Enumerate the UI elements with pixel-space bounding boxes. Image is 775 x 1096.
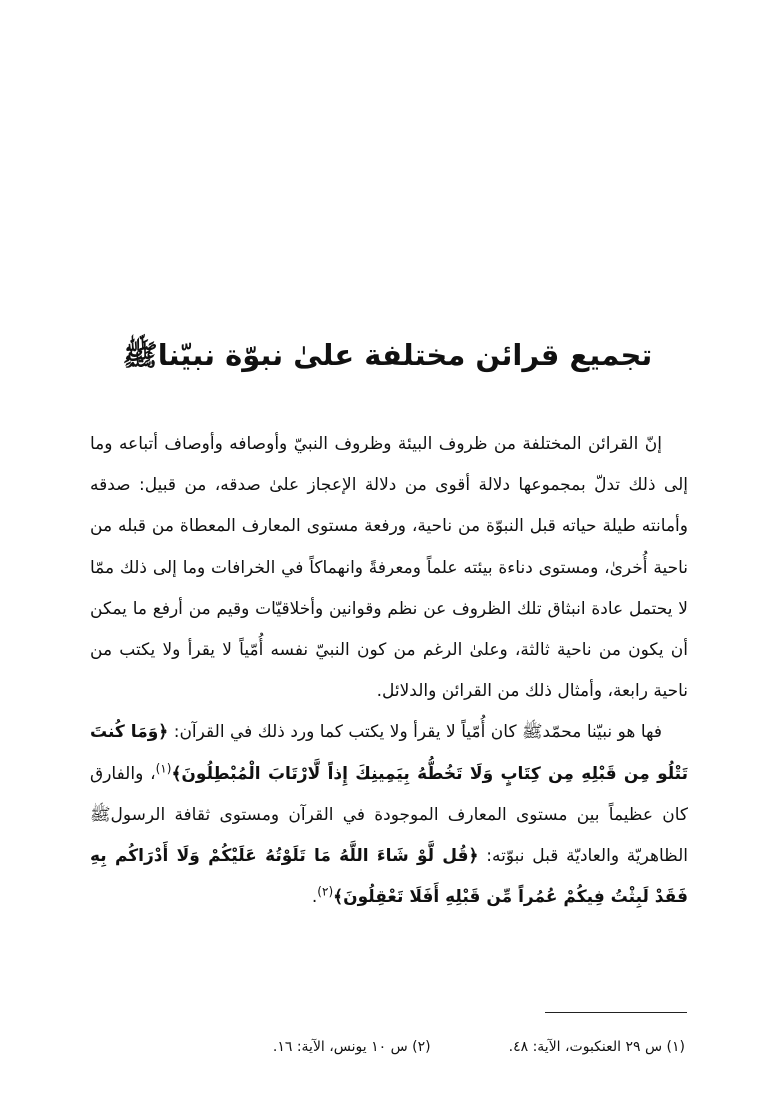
quran-verse-1: ﴿وَمَا كُنتَ تَتْلُو مِن قَبْلِهِ مِن كِتَابٍ وَلَا تَخُطُّهُ بِيَمِينِكَ إِذاً لَّارْتَابَ الْمُبْطِلُونَ﴾ [90, 722, 688, 784]
paragraph-2-intro: فها هو نبيّنا محمّدﷺ كان أُمّياً لا يقرأ ولا يكتب كما ورد ذلك في القرآن: [173, 722, 662, 743]
footnote-divider [545, 1012, 687, 1013]
page-title: تجميع قرائن مختلفة علىٰ نبوّة نبيّناﷺ [122, 338, 653, 372]
footnote-2: (٢) س ١٠ يونس، الآية: ١٦. [272, 1039, 431, 1055]
footnotes [150, 1035, 685, 1059]
paragraph-1: إنّ القرائن المختلفة من ظروف البيئة وظروف النبيّ وأوصافه وأوصاف أتباعه وما إلى ذلك تدلّ بمجموعها دلالة أقوى من دلالة الإعجاز علىٰ صدقه، من قبيل: صدقه وأمانته طيلة حياته قبل النبوّة من ناحية، ورفعة مستوى المعارف المعطاة من قبله من ناحية أُخرىٰ، ومستوى دناءة بيئته علماً ومعرفةً وانهماكاً في الخرافات وما إلى ذلك ممّا لا يحتمل عادة انبثاق تلك الظروف عن نظم وقوانين وأخلاقيّات وقيم من أرفع ما يمكن أن يكون من ناحية ثالثة، وعلىٰ الرغم من كون النبيّ نفسه أُمّياً لا يقرأ ولا يكتب من ناحية رابعة، وأمثال ذلك من القرائن والدلائل. [90, 434, 688, 702]
footnote-ref-2[interactable]: (٢) [317, 884, 334, 899]
footnote-1: (١) س ٢٩ العنكبوت، الآية: ٤٨. [508, 1039, 685, 1055]
body-text [90, 424, 688, 918]
paragraph-2 [90, 712, 688, 918]
footnote-ref-1[interactable]: (١) [155, 760, 172, 775]
quran-verse-2: ﴿قُل لَّوْ شَاءَ اللَّهُ مَا تَلَوْتُهُ عَلَيْكُمْ وَلَا أَدْرَاكُم بِهِ فَقَدْ لَبِثْتُ فِيكُمْ عُمُراً مِّن قَبْلِهِ أَفَلَا تَعْقِلُونَ﴾ [90, 846, 688, 908]
paragraph-2-end: . [311, 887, 318, 908]
paragraph-2-after: ، والفارق كان عظيماً بين مستوى المعارف الموجودة في القرآن ومستوى ثقافة الرسولﷺ الظاهريّة والعاديّة قبل نبوّته: [90, 763, 689, 867]
